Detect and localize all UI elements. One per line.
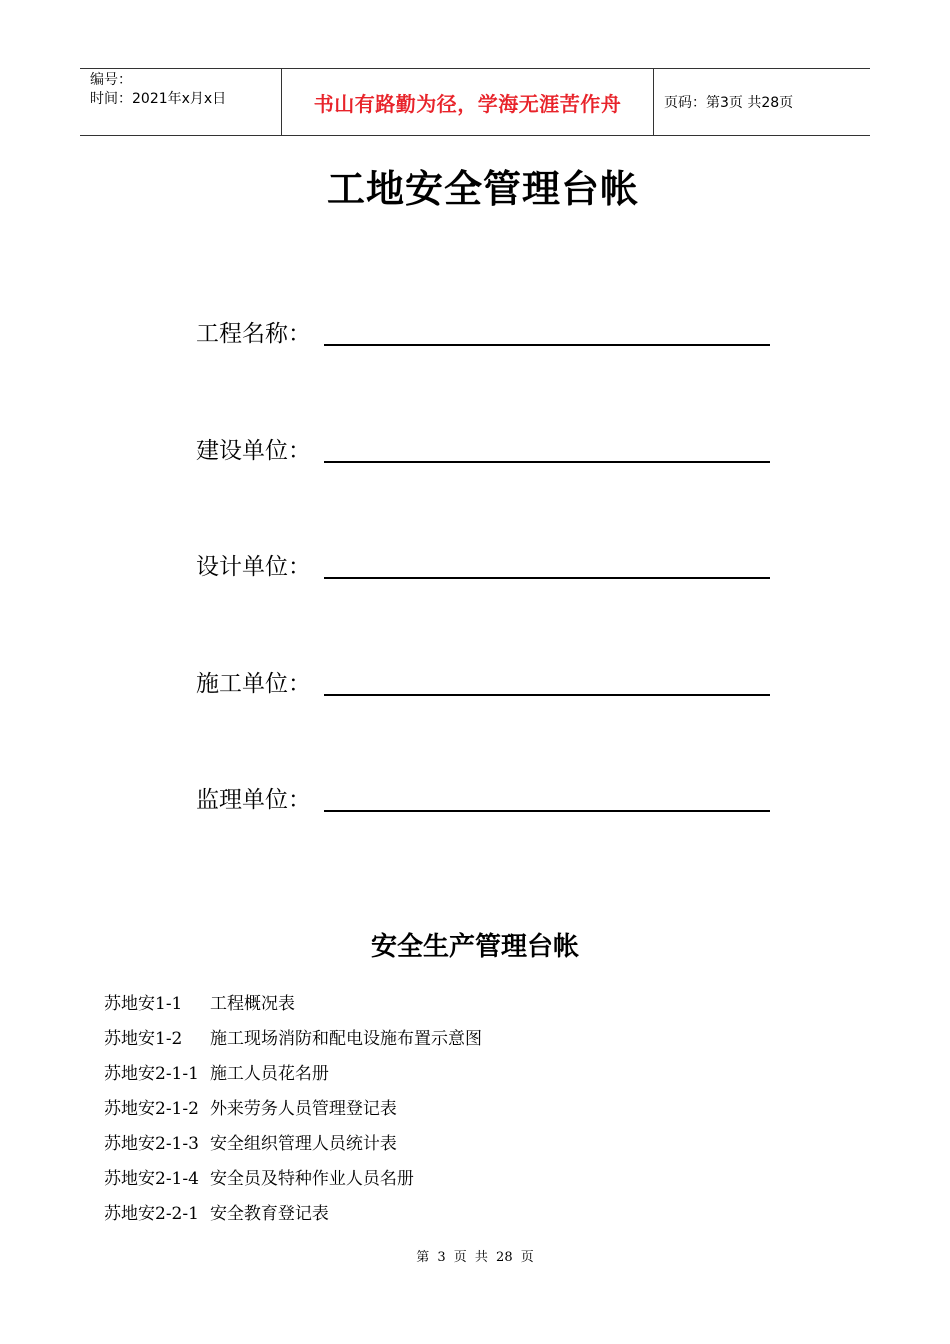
form-name: 施工人员花名册 <box>209 1064 329 1084</box>
fill-in-line <box>324 694 770 696</box>
list-item <box>104 1194 482 1229</box>
field-construction-unit <box>196 425 776 465</box>
list-item <box>104 1089 482 1124</box>
header-motto-cell <box>282 69 654 135</box>
document-date: 时间：2021年x月x日 <box>90 91 227 107</box>
field-label: 施工单位： <box>196 671 311 697</box>
field-label: 设计单位： <box>196 554 311 580</box>
page-header <box>80 68 870 136</box>
field-label: 建设单位： <box>196 438 311 464</box>
form-code: 苏地安1-2 <box>104 1029 183 1049</box>
form-code: 苏地安1-1 <box>104 994 183 1014</box>
form-name: 安全组织管理人员统计表 <box>209 1134 397 1154</box>
page-footer: 第 3 页 共 28 页 <box>416 1250 534 1265</box>
form-name: 工程概况表 <box>210 994 295 1014</box>
field-builder-unit <box>196 658 776 698</box>
fill-in-line <box>324 810 770 812</box>
form-code: 苏地安2-2-1 <box>104 1204 199 1224</box>
form-name: 安全教育登记表 <box>209 1204 329 1224</box>
header-meta <box>80 69 282 135</box>
field-supervision-unit <box>196 774 776 814</box>
form-code: 苏地安2-1-4 <box>104 1169 199 1189</box>
fill-in-line <box>324 344 770 346</box>
document-title: 工地安全管理台帐 <box>326 166 639 211</box>
field-project-name <box>196 308 776 348</box>
form-name: 施工现场消防和配电设施布置示意图 <box>210 1029 482 1049</box>
list-item <box>104 984 482 1019</box>
fill-in-line <box>324 577 770 579</box>
form-name: 外来劳务人员管理登记表 <box>209 1099 397 1119</box>
fill-in-line <box>324 461 770 463</box>
form-code: 苏地安2-1-1 <box>104 1064 199 1084</box>
list-item <box>104 1019 482 1054</box>
field-design-unit <box>196 541 776 581</box>
header-page-info: 页码：第3页 共28页 <box>664 95 794 111</box>
field-label: 工程名称： <box>196 321 311 347</box>
field-label: 监理单位： <box>196 787 311 813</box>
list-item <box>104 1124 482 1159</box>
form-code: 苏地安2-1-2 <box>104 1099 199 1119</box>
form-code: 苏地安2-1-3 <box>104 1134 199 1154</box>
form-name: 安全员及特种作业人员名册 <box>209 1169 414 1189</box>
header-motto: 书山有路勤为径，学海无涯苦作舟 <box>313 91 622 116</box>
section-subtitle: 安全生产管理台帐 <box>370 932 579 962</box>
ledger-list <box>104 984 482 1229</box>
list-item <box>104 1054 482 1089</box>
list-item <box>104 1159 482 1194</box>
document-number-label: 编号： <box>90 72 132 88</box>
